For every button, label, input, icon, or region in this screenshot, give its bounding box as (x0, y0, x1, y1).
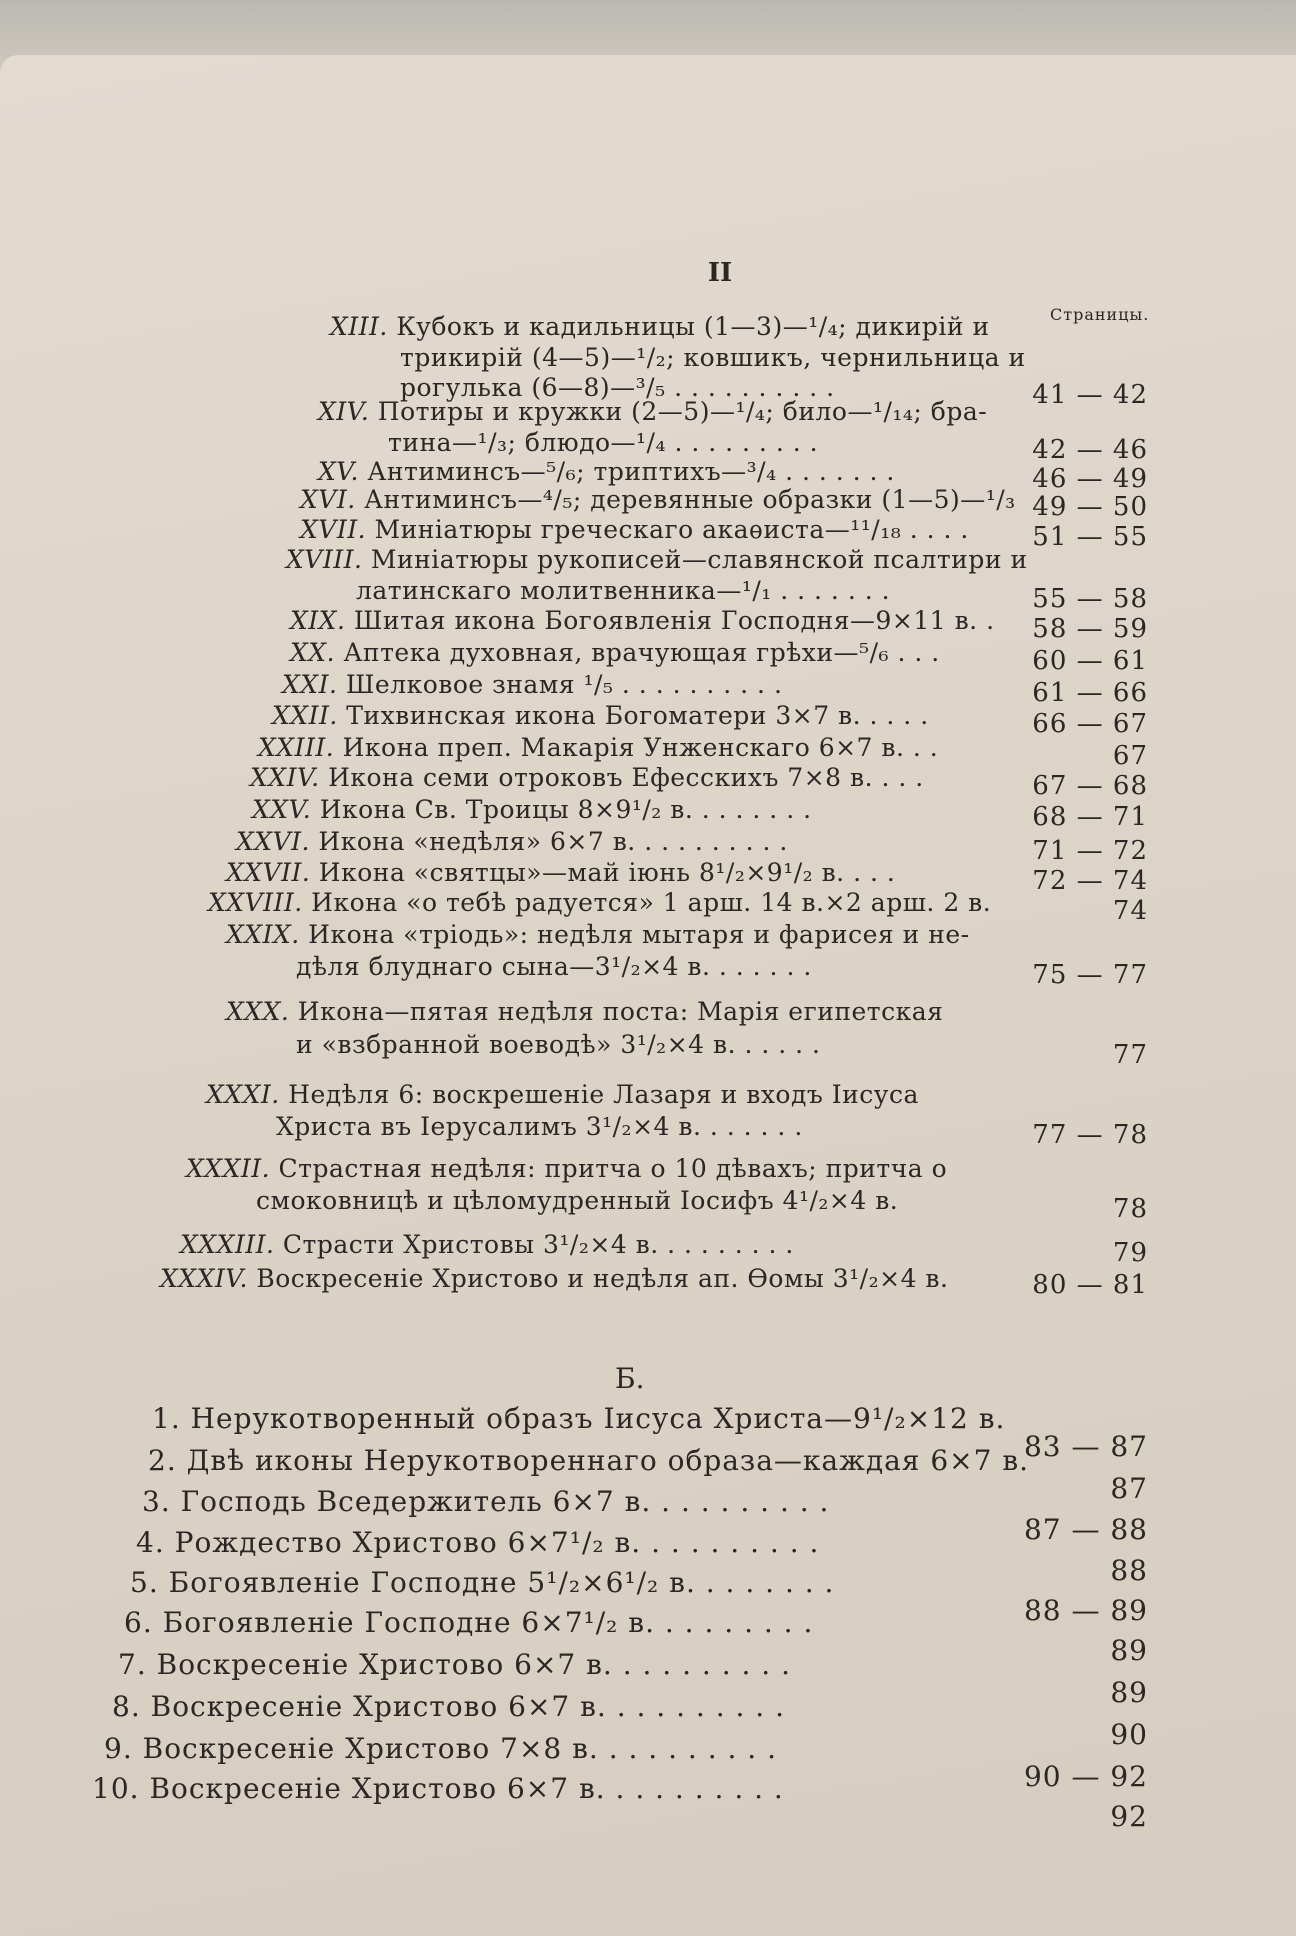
toc-entry-pages: 49 — 50 (1032, 492, 1148, 522)
toc-entry-pages: 46 — 49 (1032, 464, 1148, 494)
toc-entry-pages: 68 — 71 (1032, 802, 1148, 832)
toc-entry-text: Шитая икона Богоявленія Господня—9×11 в. . (353, 606, 995, 635)
toc-entry-line (160, 1264, 948, 1293)
toc-entry-pages: 79 (1112, 1238, 1148, 1268)
section-b-entry-pages: 87 — 88 (1023, 1513, 1148, 1546)
section-b-entry-text: Господь Вседержитель 6×7 в. . . . . . . . . . (180, 1485, 830, 1518)
toc-entry-number: XXXI. (206, 1080, 289, 1109)
toc-entry-line (296, 1030, 820, 1059)
section-b-entry-text: Воскресеніе Христово 7×8 в. . . . . . . . . . (142, 1732, 778, 1765)
toc-entry-number: XIII. (330, 312, 397, 341)
toc-entry-number: XVI. (300, 485, 365, 514)
toc-entry-line (252, 795, 812, 824)
toc-entry-number: XXIX. (226, 920, 309, 949)
toc-entry-number: XX. (290, 638, 344, 667)
section-b-entry-text: Нерукотворенный образъ Іисуса Христа—9¹/₂×12 в. (190, 1402, 1006, 1435)
section-b-entry-pages: 89 (1110, 1634, 1148, 1667)
toc-entry-pages: 72 — 74 (1032, 866, 1148, 896)
toc-entry-line (318, 397, 987, 426)
section-b-entry (142, 1485, 829, 1518)
toc-entry-text: Аптека духовная, врачующая грѣхи—⁵/₆ . . . (343, 638, 940, 667)
toc-entry-text: трикирій (4—5)—¹/₂; ковшикъ, чернильница и (400, 343, 1026, 372)
toc-entry-text: Страсти Христовы 3¹/₂×4 в. . . . . . . . . (282, 1230, 794, 1259)
section-b-entry-number: 2. (148, 1444, 187, 1477)
toc-entry-line (330, 312, 990, 341)
toc-entry-line (296, 952, 812, 981)
toc-entry-number: XXV. (252, 795, 320, 824)
toc-entry-text: Миніатюры рукописей—славянской псалтири и (370, 545, 1028, 574)
section-b-entry-number: 3. (142, 1485, 181, 1518)
section-b-entry-text: Воскресеніе Христово 6×7 в. . . . . . . . . . (150, 1690, 786, 1723)
toc-entry-pages: 61 — 66 (1032, 678, 1148, 708)
toc-entry-text: Икона «тріодь»: недѣля мытаря и фарисея и не- (308, 920, 970, 949)
section-b-entry (124, 1606, 813, 1639)
toc-entry-text: Антиминсъ—⁵/₆; триптихъ—³/₄ . . . . . . . (367, 457, 895, 486)
section-b-entry-text: Двѣ иконы Нерукотвореннаго образа—каждая 6×7 в. (186, 1444, 1029, 1477)
section-b-entry-number: 5. (130, 1566, 169, 1599)
toc-entry-pages: 66 — 67 (1032, 709, 1148, 739)
toc-entry-line (226, 858, 895, 887)
toc-entry-line (282, 670, 782, 699)
page-number: II (707, 258, 733, 288)
toc-entry-line (206, 1080, 919, 1109)
toc-entry-text: Икона «святцы»—май іюнь 8¹/₂×9¹/₂ в. . . . (318, 858, 896, 887)
toc-entry-number: XXXIV. (160, 1264, 257, 1293)
toc-entry-number: XXXII. (186, 1154, 279, 1183)
toc-entry-number: XXIII. (258, 733, 343, 762)
toc-entry-text: латинскаго молитвенника—¹/₁ . . . . . . . (356, 576, 891, 605)
toc-entry-line (250, 763, 924, 792)
section-b-entry-number: 8. (112, 1690, 151, 1723)
section-b-entry-number: 1. (152, 1402, 191, 1435)
toc-entry-text: Кубокъ и кадильницы (1—3)—¹/₄; дикирій и (396, 312, 990, 341)
section-b-entry-number: 6. (124, 1606, 163, 1639)
toc-entry-pages: 78 (1112, 1194, 1148, 1224)
toc-entry-text: Икона Св. Троицы 8×9¹/₂ в. . . . . . . . (319, 795, 812, 824)
toc-entry-text: Воскресеніе Христово и недѣля ап. Ѳомы 3¹/₂×4 в. (256, 1264, 949, 1293)
toc-entry-pages: 75 — 77 (1032, 960, 1148, 990)
section-b-entry (112, 1690, 785, 1723)
toc-entry-text: дѣля блуднаго сына—3¹/₂×4 в. . . . . . . (296, 952, 812, 981)
toc-entry-text: Тихвинская икона Богоматери 3×7 в. . . . . (346, 701, 929, 730)
toc-entry-line (300, 515, 969, 544)
toc-entry-text: Икона «о тебѣ радуется» 1 арш. 14 в.×2 арш. 2 в. (311, 888, 992, 917)
section-b-entry-pages: 88 — 89 (1023, 1594, 1148, 1627)
section-b-entry (130, 1566, 834, 1599)
toc-entry-line (258, 733, 938, 762)
toc-entry-number: XXVI. (236, 827, 319, 856)
toc-entry-text: Икона «недѣля» 6×7 в. . . . . . . . . . (318, 827, 788, 856)
section-b-entry-pages: 89 (1110, 1676, 1148, 1709)
section-b-entry-text: Богоявленіе Господне 6×7¹/₂ в. . . . . . . . . (162, 1606, 814, 1639)
section-b-entry-number: 7. (118, 1648, 157, 1681)
toc-entry-line (226, 997, 943, 1026)
toc-entry-pages: 80 — 81 (1032, 1270, 1148, 1300)
toc-entry-pages: 77 (1112, 1040, 1148, 1070)
toc-entry-line (286, 545, 1028, 574)
toc-entry-number: XXVII. (226, 858, 319, 887)
toc-entry-text: Миніатюры греческаго акаѳиста—¹¹/₁₈ . . . . (374, 515, 969, 544)
toc-entry-text: Страстная недѣля: притча о 10 дѣвахъ; притча о (278, 1154, 948, 1183)
toc-entry-line (276, 1112, 803, 1141)
section-b-entry-pages: 90 — 92 (1023, 1760, 1148, 1793)
section-b-entry-number: 10. (92, 1772, 150, 1805)
toc-entry-pages: 67 — 68 (1032, 771, 1148, 801)
section-b-entry (152, 1402, 1005, 1435)
section-b-entry (118, 1648, 791, 1681)
toc-entry-text: Христа въ Іерусалимъ 3¹/₂×4 в. . . . . . . (276, 1112, 803, 1141)
section-b-entry-text: Воскресеніе Христово 6×7 в. . . . . . . . . . (156, 1648, 792, 1681)
toc-entry-number: XXX. (226, 997, 298, 1026)
toc-entry-line (226, 920, 970, 949)
section-b-entry (148, 1444, 1029, 1477)
toc-entry-line (186, 1154, 947, 1183)
toc-entry-text: рогулька (6—8)—³/₅ . . . . . . . . . . (400, 373, 835, 402)
toc-entry-text: Недѣля 6: воскрешеніе Лазаря и входъ Іисуса (288, 1080, 919, 1109)
toc-entry-text: Икона преп. Макарія Унженскаго 6×7 в. . . (342, 733, 939, 762)
toc-entry-text: тина—¹/₃; блюдо—¹/₄ . . . . . . . . . (388, 428, 819, 457)
section-b-entry (92, 1772, 784, 1805)
toc-entry-pages: 60 — 61 (1032, 646, 1148, 676)
toc-entry-pages: 58 — 59 (1032, 614, 1148, 644)
section-b-entry-text: Рождество Христово 6×7¹/₂ в. . . . . . . . . . (174, 1526, 820, 1559)
toc-entry-number: XVII. (300, 515, 375, 544)
toc-entry-line (290, 638, 940, 667)
toc-entry-pages: 51 — 55 (1032, 522, 1148, 552)
toc-entry-line (300, 485, 1016, 514)
toc-entry-number: XV. (318, 457, 368, 486)
toc-entry-pages: 55 — 58 (1032, 584, 1148, 614)
toc-entry-text: Потиры и кружки (2—5)—¹/₄; било—¹/₁₄; бра- (377, 397, 988, 426)
section-b-entry-number: 9. (104, 1732, 143, 1765)
toc-entry-text: и «взбранной воеводѣ» 3¹/₂×4 в. . . . . . (296, 1030, 821, 1059)
toc-entry-number: XXI. (282, 670, 346, 699)
toc-entry-pages: 77 — 78 (1032, 1120, 1148, 1150)
section-b-entry-pages: 83 — 87 (1023, 1430, 1148, 1463)
toc-entry-number: XXIV. (250, 763, 329, 792)
section-b-entry-number: 4. (136, 1526, 175, 1559)
toc-entry-line (290, 606, 995, 635)
toc-entry-line (272, 701, 929, 730)
toc-entry-pages: 42 — 46 (1032, 435, 1148, 465)
section-b-entry (136, 1526, 819, 1559)
toc-entry-line (356, 576, 890, 605)
section-b-entry-text: Воскресеніе Христово 6×7 в. . . . . . . . . . (149, 1772, 784, 1805)
toc-entry-text: Икона семи отроковъ Ефесскихъ 7×8 в. . . . (328, 763, 924, 792)
toc-entry-pages: 67 (1112, 741, 1148, 771)
toc-entry-number: XIX. (290, 606, 354, 635)
toc-entry-line (180, 1230, 794, 1259)
toc-entry-line (236, 827, 788, 856)
toc-entry-text: Антиминсъ—⁴/₅; деревянные образки (1—5)—¹/₃ (364, 485, 1016, 514)
section-b-entry-pages: 88 (1110, 1554, 1148, 1587)
toc-entry-line (208, 888, 991, 917)
section-b-title: Б. (615, 1362, 645, 1395)
toc-entry-pages: 74 (1112, 896, 1148, 926)
section-b-entry-pages: 92 (1110, 1800, 1148, 1833)
toc-entry-line (318, 457, 895, 486)
section-b-entry (104, 1732, 777, 1765)
toc-entry-line (388, 428, 818, 457)
section-b-entry-text: Богоявленіе Господне 5¹/₂×6¹/₂ в. . . . . . . . (168, 1566, 835, 1599)
toc-entry-text: Икона—пятая недѣля поста: Марія египетская (297, 997, 944, 1026)
section-b-entry-pages: 90 (1110, 1718, 1148, 1751)
toc-entry-text: смоковницѣ и цѣломудренный Іосифъ 4¹/₂×4 в. (256, 1186, 899, 1215)
pages-column-header: Страницы. (1050, 305, 1150, 324)
toc-entry-pages: 41 — 42 (1032, 380, 1148, 410)
toc-entry-number: XVIII. (286, 545, 371, 574)
toc-entry-line (400, 343, 1026, 372)
section-b-entry-pages: 87 (1110, 1472, 1148, 1505)
toc-entry-number: XIV. (318, 397, 378, 426)
toc-entry-number: XXXIII. (180, 1230, 283, 1259)
toc-entry-line (256, 1186, 898, 1215)
toc-entry-number: XXVIII. (208, 888, 312, 917)
toc-entry-number: XXII. (272, 701, 347, 730)
toc-entry-text: Шелковое знамя ¹/₅ . . . . . . . . . . (345, 670, 783, 699)
toc-entry-pages: 71 — 72 (1032, 836, 1148, 866)
